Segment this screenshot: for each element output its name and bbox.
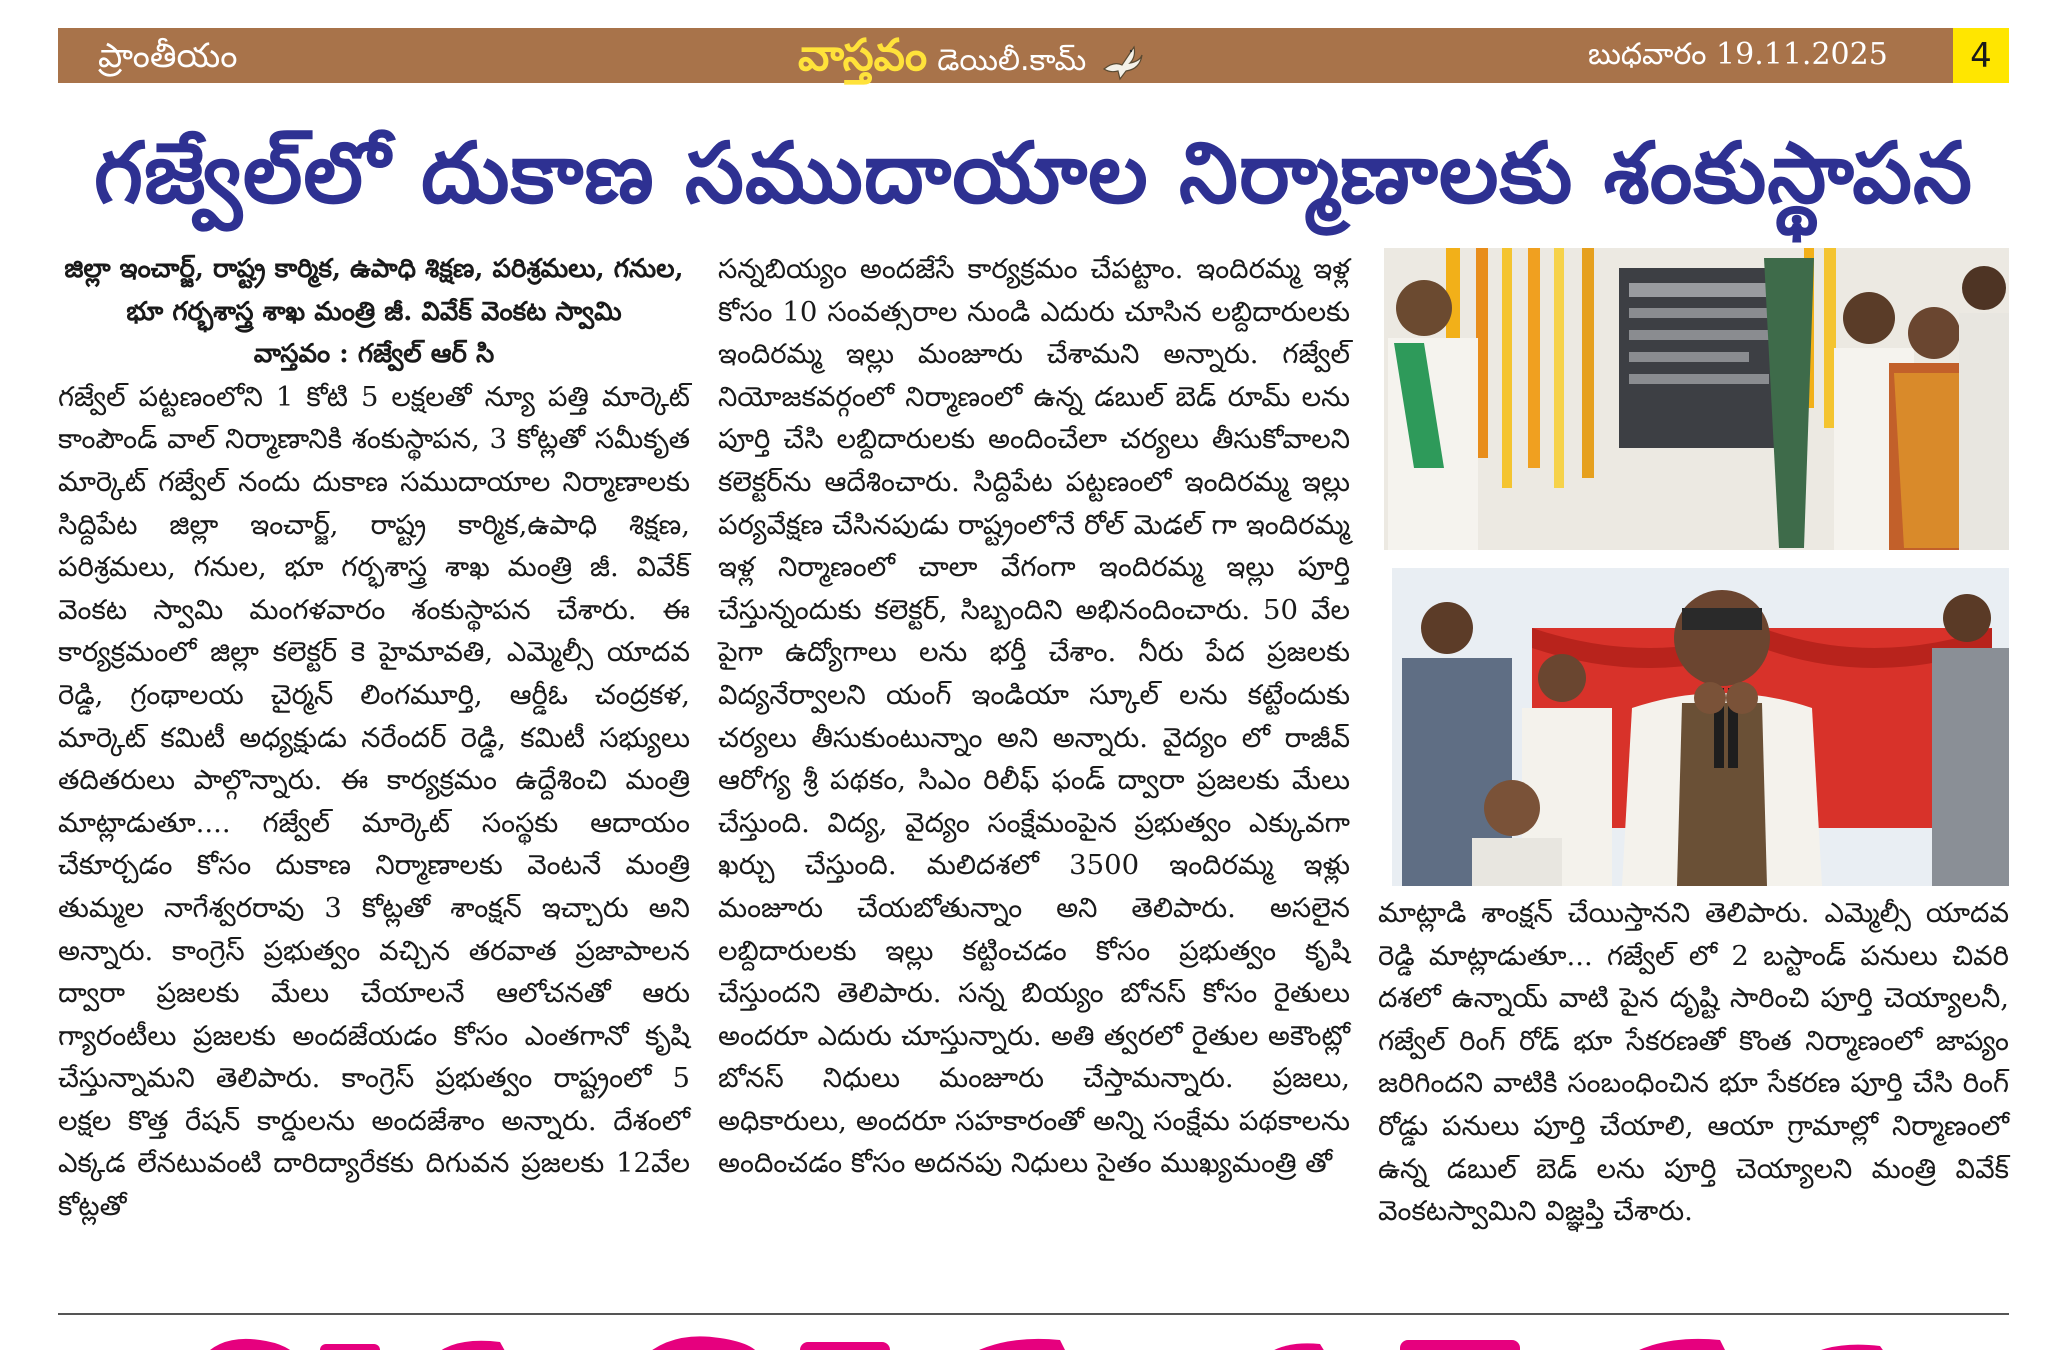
masthead-sub: డెయిలీ.కామ్ <box>937 43 1087 78</box>
photo-minister-speaking <box>1392 568 2009 886</box>
bottom-divider <box>58 1313 2009 1315</box>
article-byline: వాస్తవం : గజ్వేల్ ఆర్ సి <box>253 339 495 370</box>
article-column-2 <box>718 248 1350 1185</box>
section-label: ప్రాంతీయం <box>98 36 238 76</box>
column-2-body: సన్నబియ్యం అందజేసే కార్యక్రమం చేపట్టాం. ఇందిరమ్మ ఇళ్ల కోసం 10 సంవత్సరాల నుండి ఎదురు చూసిన లబ్దిదారులకు ఇందిరమ్మ ఇల్లు మంజూరు చేశామని అన్నారు. గజ్వేల్ నియోజకవర్గంలో నిర్మాణంలో ఉన్న డబుల్ బెడ్ రూమ్ లను పూర్తి చేసి లబ్దిదారులకు అందించేలా చర్యలు తీసుకోవాలని కలెక్టర్‌ను ఆదేశించారు. సిద్దిపేట పట్టణంలో ఇందిరమ్మ ఇల్లు పర్యవేక్షణ చేసినపుడు రాష్ట్రంలోనే రోల్ మెడల్ గా ఇందిరమ్మ ఇళ్ల నిర్మాణంలో చాలా వేగంగా ఇందిరమ్మ ఇల్లు పూర్తి చేస్తున్నందుకు కలెక్టర్, సిబ్బందిని అభినందించారు. 50 వేల పైగా ఉద్యోగాలు లను భర్తీ చేశాం. నీరు పేద ప్రజలకు విద్యనేర్వాలని యంగ్ ఇండియా స్కూల్ లను కట్టేందుకు చర్యలు తీసుకుంటున్నాం అని అన్నారు. వైద్యం లో రాజీవ్ ఆరోగ్య శ్రీ పథకం, సిఎం రిలీఫ్ ఫండ్ ద్వారా ప్రజలకు మేలు చేస్తుంది. విద్య, వైద్యం సంక్షేమంపైన ప్రభుత్వం ఎక్కువగా ఖర్చు చేస్తుంది. మలిదశలో 3500 ఇందిరమ్మ ఇళ్లు మంజూరు చేయబోతున్నాం అని తెలిపారు. అసలైన లబ్దిదారులకు ఇల్లు కట్టించడం కోసం ప్రభుత్వం కృషి చేస్తుందని తెలిపారు. సన్న బియ్యం బోనస్ కోసం రైతులు అందరూ ఎదురు చూస్తున్నారు. అతి త్వరలో రైతుల అకౌంట్లో బోనస్ నిధులు మంజూరు చేస్తామన్నారు. ప్రజలు, అధికారులు, అందరూ సహకారంతో అన్ని సంక్షేమ పథకాలను అందించడం కోసం అదనపు నిధులు సైతం ముఖ్యమంత్రి తో <box>718 253 1350 1180</box>
issue-date: బుధవారం 19.11.2025 <box>1588 37 1888 72</box>
next-headline-cropped <box>200 1330 1900 1350</box>
column-1-body: గజ్వేల్ పట్టణంలోని 1 కోటి 5 లక్షలతో న్యూ పత్తి మార్కెట్ కాంపౌండ్ వాల్ నిర్మాణానికి శంకుస్థాపన, 3 కోట్లతో సమీకృత మార్కెట్ గజ్వేల్ నందు దుకాణ సముదాయాల నిర్మాణాలకు సిద్దిపేట జిల్లా ఇంచార్జ్, రాష్ట్ర కార్మిక,ఉపాధి శిక్షణ, పరిశ్రమలు, గనుల, భూ గర్భశాస్త్ర శాఖ మంత్రి జీ. వివేక్ వెంకట స్వామి మంగళవారం శంకుస్థాపన చేశారు. ఈ కార్యక్రమంలో జిల్లా కలెక్టర్ కె హైమావతి, ఎమ్మెల్సీ యాదవ రెడ్డి, గ్రంథాలయ చైర్మన్ లింగమూర్తి, ఆర్డీఓ చంద్రకళ, మార్కెట్ కమిటీ అధ్యక్షుడు నరేందర్ రెడ్డి, కమిటీ సభ్యులు తదితరులు పాల్గొన్నారు. ఈ కార్యక్రమం ఉద్దేశించి మంత్రి మాట్లాడుతూ.... గజ్వేల్ మార్కెట్ సంస్థకు ఆదాయం చేకూర్చడం కోసం దుకాణ నిర్మాణాలకు వెంటనే మంత్రి తుమ్మల నాగేశ్వరరావు 3 కోట్లతో శాంక్షన్ ఇచ్చారు అని అన్నారు. కాంగ్రెస్ ప్రభుత్వం వచ్చిన తరవాత ప్రజాపాలన ద్వారా ప్రజలకు మేలు చేయాలనే ఆలోచనతో ఆరు గ్యారంటీలు ప్రజలకు అందజేయడం కోసం ఎంతగానో కృషి చేస్తున్నామని తెలిపారు. కాంగ్రెస్ ప్రభుత్వం రాష్ట్రంలో 5 లక్షల కొత్త రేషన్ కార్డులను అందజేశాం అన్నారు. దేశంలో ఎక్కడ లేనటువంటి దారిద్యారేకకు దిగువన ప్రజలకు 12వేల కోట్లతో <box>58 380 690 1223</box>
page-number: 4 <box>1953 28 2009 83</box>
masthead-name: వాస్తవం <box>798 30 928 81</box>
article-deck: జిల్లా ఇంచార్జ్, రాష్ట్ర కార్మిక, ఉపాధి శిక్షణ, పరిశ్రమలు, గనుల, భూ గర్భశాస్త్ర శాఖ మంత్రి జీ. వివేక్ వెంకట స్వామి <box>64 254 684 327</box>
masthead <box>798 30 1144 92</box>
dove-icon <box>1100 39 1144 83</box>
article-headline: గజ్వేల్‌లో దుకాణ సముదాయాల నిర్మాణాలకు శంకుస్థాపన <box>94 124 1973 222</box>
article-column-1 <box>58 248 690 1228</box>
photo-foundation-plaque <box>1384 248 2009 550</box>
header-bar <box>58 28 2009 83</box>
article-column-3 <box>1378 892 2009 1233</box>
column-3-body: మాట్లాడి శాంక్షన్ చేయిస్తానని తెలిపారు. ఎమ్మెల్సీ యాదవ రెడ్డి మాట్లాడుతూ... గజ్వేల్ లో 2 బస్టాండ్ పనులు చివరి దశలో ఉన్నాయ్ వాటి పైన దృష్టి సారించి పూర్తి చెయ్యాలనీ, గజ్వేల్ రింగ్ రోడ్ భూ సేకరణతో కొంత నిర్మాణంలో జాప్యం జరిగిందని వాటికి సంబంధించిన భూ సేకరణ పూర్తి చేసి రింగ్ రోడ్డు పనులు పూర్తి చేయాలి, ఆయా గ్రామాల్లో నిర్మాణంలో ఉన్న డబుల్ బెడ్ లను పూర్తి చెయ్యాలని మంత్రి వివేక్ వెంకటస్వామిని విజ్ఞప్తి చేశారు. <box>1378 897 2009 1228</box>
